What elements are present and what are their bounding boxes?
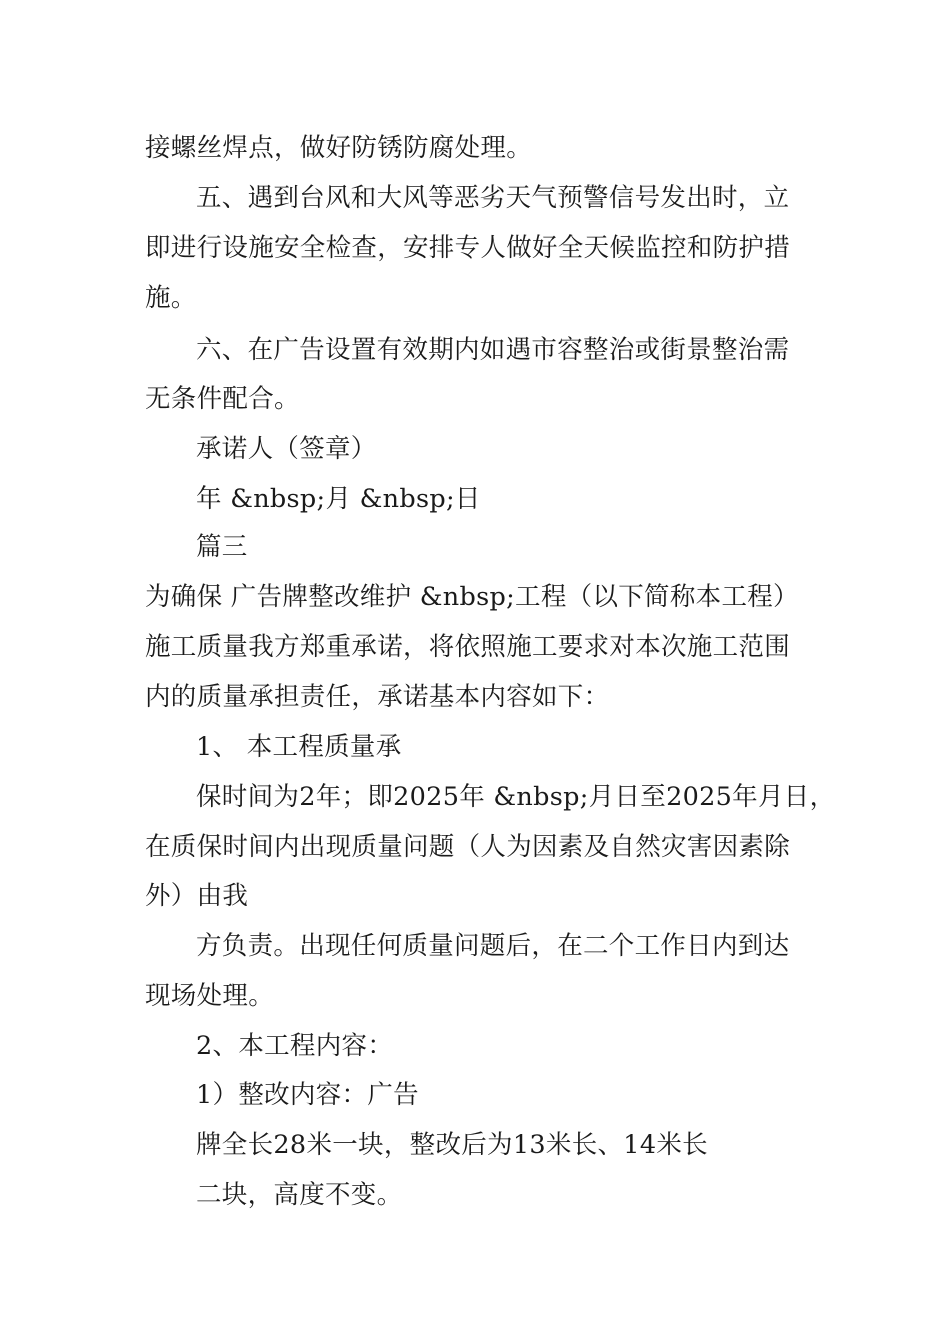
- list-item: 1）整改内容：广告: [196, 1080, 419, 1110]
- signature-label: 承诺人（签章）: [196, 434, 377, 464]
- list-item: 1、 本工程质量承: [196, 732, 402, 762]
- paragraph-line: 在质保时间内出现质量问题（人为因素及自然灾害因素除: [145, 832, 791, 862]
- paragraph-line: 内的质量承担责任，承诺基本内容如下：: [145, 682, 610, 712]
- paragraph-line: 现场处理。: [145, 981, 275, 1011]
- paragraph-line: 二块，高度不变。: [196, 1180, 403, 1210]
- paragraph-line: 五、遇到台风和大风等恶劣天气预警信号发出时，立: [196, 183, 790, 213]
- paragraph-line: 六、在广告设置有效期内如遇市容整治或街景整治需: [196, 335, 790, 365]
- paragraph-line: 保时间为2年；即2025年 &nbsp;月日至2025年月日，: [196, 782, 836, 812]
- paragraph-line: 方负责。出现任何质量问题后，在二个工作日内到达: [196, 931, 790, 961]
- date-line: 年 &nbsp;月 &nbsp;日: [196, 484, 481, 514]
- paragraph-line: 即进行设施安全检查，安排专人做好全天候监控和防护措: [145, 233, 791, 263]
- paragraph-line: 无条件配合。: [145, 384, 300, 414]
- paragraph-line: 施工质量我方郑重承诺，将依照施工要求对本次施工范围: [145, 632, 791, 662]
- list-item: 2、本工程内容：: [196, 1031, 394, 1061]
- paragraph-line: 接螺丝焊点，做好防锈防腐处理。: [145, 133, 533, 163]
- paragraph-line: 外）由我: [145, 881, 249, 911]
- paragraph-line: 为确保 广告牌整改维护 &nbsp;工程（以下简称本工程）: [145, 582, 799, 612]
- section-heading: 篇三: [196, 532, 248, 562]
- paragraph-line: 施。: [145, 283, 197, 313]
- paragraph-line: 牌全长28米一块，整改后为13米长、14米长: [196, 1130, 708, 1160]
